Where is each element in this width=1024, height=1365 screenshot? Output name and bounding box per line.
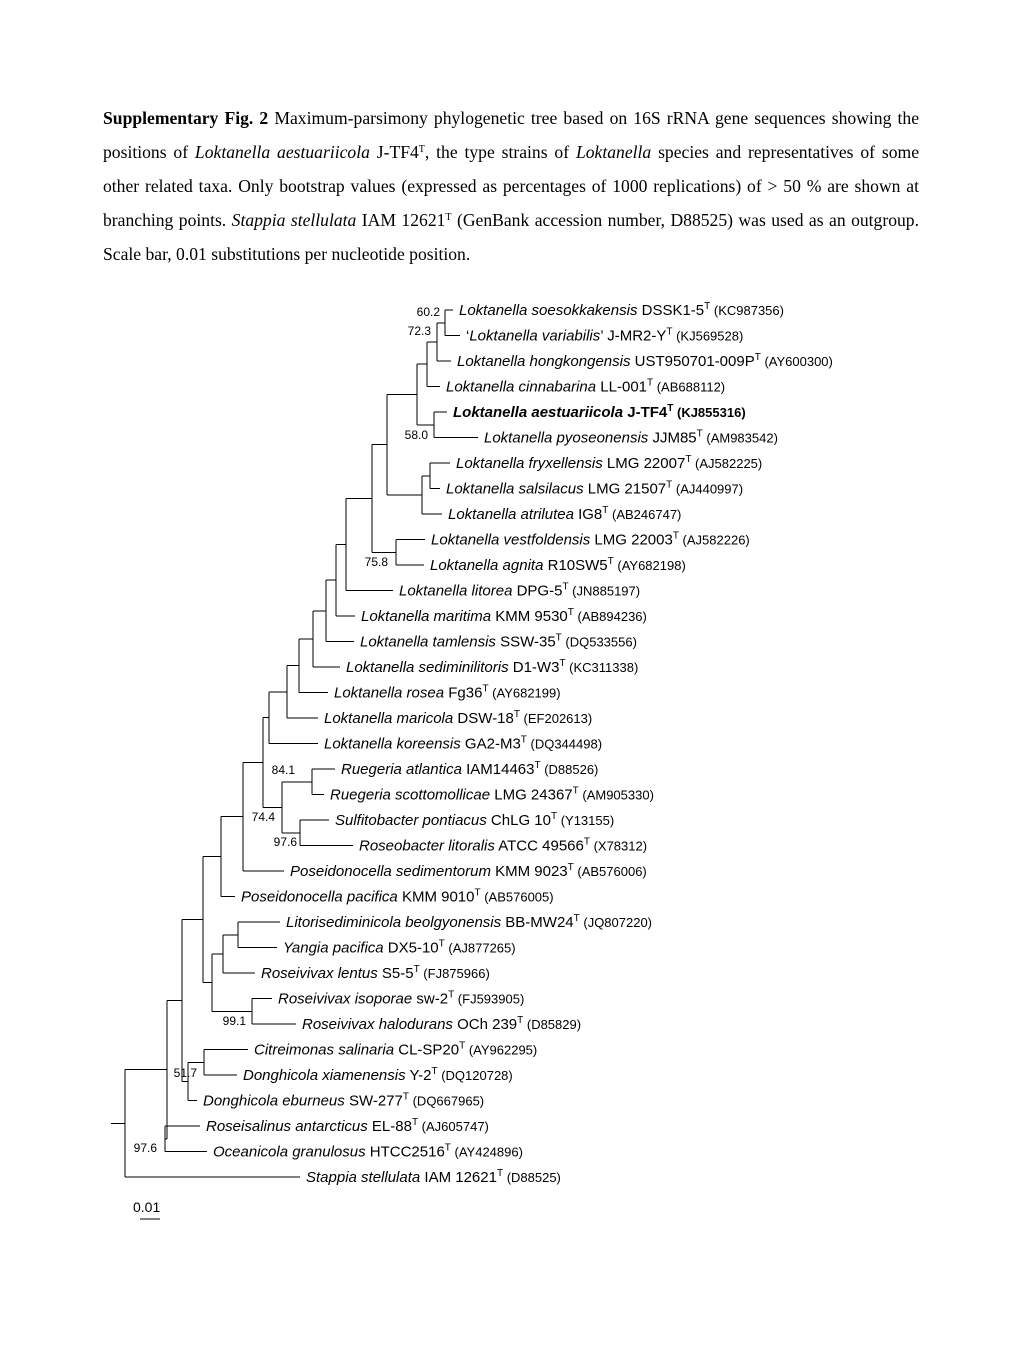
strain-name: S5-5 xyxy=(377,965,414,982)
taxon-label xyxy=(457,352,833,370)
taxon-label xyxy=(203,1092,484,1110)
bootstrap-value: 51.7 xyxy=(173,1066,197,1080)
species-name: Donghicola xiamenensis xyxy=(243,1067,406,1084)
species-name: Litorisediminicola beolgyonensis xyxy=(286,914,502,931)
strain-name: DSSK1-5 xyxy=(637,302,705,319)
strain-name: sw-2 xyxy=(412,990,449,1008)
species-name: Loktanella maritima xyxy=(361,608,492,625)
bootstrap-value: 58.0 xyxy=(404,428,428,442)
type-strain-mark: T xyxy=(667,403,674,414)
species-name: Loktanella soesokkakensis xyxy=(459,302,638,319)
accession-number: (KC311338) xyxy=(565,660,639,675)
species-name: Loktanella pyoseonensis xyxy=(484,429,649,447)
accession-number: (D88525) xyxy=(503,1170,561,1185)
strain-name: KMM 9530 xyxy=(491,608,568,625)
caption-text: Maximum-parsimony phylogenetic tree based on 16S rRNA gene sequences showing the positions of xyxy=(103,108,919,162)
accession-number: (DQ533556) xyxy=(561,634,637,650)
strain-name: DPG-5 xyxy=(512,582,563,600)
taxon-label xyxy=(448,505,681,523)
strain-name: SW-277 xyxy=(344,1092,403,1110)
accession-number: (KC987356) xyxy=(710,303,784,318)
caption-text: species and representatives of some other related taxa. Only bootstrap values (expressed as percentages of 1000 replications) of > 50 % are shown at branching points. xyxy=(103,142,920,230)
accession-number: (D88526) xyxy=(540,762,599,777)
taxon-label xyxy=(446,378,725,396)
strain-name: BB-MW24 xyxy=(501,914,574,931)
quote-mark: ‘ xyxy=(466,327,470,345)
bootstrap-value: 84.1 xyxy=(271,763,295,777)
species-name: Loktanella maricola xyxy=(324,710,454,727)
strain-name: KMM 9010 xyxy=(397,888,475,906)
species-name: Loktanella vestfoldensis xyxy=(431,531,591,549)
scale-bar xyxy=(133,1199,160,1219)
accession-number: (AJ582225) xyxy=(691,456,763,471)
species-name: Loktanella litorea xyxy=(399,582,513,600)
strain-name: D1-W3 xyxy=(508,659,560,676)
species-name: Loktanella rosea xyxy=(334,684,445,702)
accession-number: (AJ877265) xyxy=(444,940,516,956)
caption-superscript: T xyxy=(445,212,452,223)
species-name: Roseivivax halodurans xyxy=(302,1016,453,1033)
accession-number: (JN885197) xyxy=(568,583,641,599)
accession-number: (AY682199) xyxy=(488,685,561,701)
caption-species: Loktanella aestuariicola xyxy=(194,142,370,162)
accession-number: (EF202613) xyxy=(519,711,593,726)
strain-name: DX5-10 xyxy=(383,939,439,957)
accession-number: (AJ582226) xyxy=(678,532,750,548)
accession-number: (FJ875966) xyxy=(419,966,490,981)
species-name: Loktanella atrilutea xyxy=(448,506,574,523)
strain-name: ATCC 49566 xyxy=(494,837,584,855)
accession-number: (FJ593905) xyxy=(454,991,525,1007)
type-strain-mark: T xyxy=(431,1066,438,1077)
accession-number: (KJ569528) xyxy=(672,328,744,344)
strain-name: ChLG 10 xyxy=(486,812,551,829)
type-strain-mark: T xyxy=(559,658,566,669)
taxon-label xyxy=(241,888,554,906)
species-name: Ruegeria atlantica xyxy=(341,761,462,778)
type-strain-mark: T xyxy=(696,428,703,440)
strain-name: IAM 12621 xyxy=(420,1169,497,1186)
quote-mark: ’ xyxy=(600,327,604,345)
species-name: Loktanella fryxellensis xyxy=(456,455,603,472)
strain-name: OCh 239 xyxy=(452,1016,518,1033)
taxon-label xyxy=(453,403,746,421)
taxon-label xyxy=(330,786,654,804)
species-name: Loktanella cinnabarina xyxy=(446,378,597,396)
accession-number: (AB894236) xyxy=(573,609,647,624)
taxon-label xyxy=(341,760,598,778)
accession-number: (DQ344498) xyxy=(526,736,603,752)
strain-name: SSW-35 xyxy=(495,633,556,651)
strain-name: LMG 22007 xyxy=(602,455,686,472)
type-strain-mark: T xyxy=(550,811,558,822)
type-strain-mark: T xyxy=(413,964,420,975)
accession-number: (AB688112) xyxy=(653,379,726,395)
type-strain-mark: T xyxy=(666,326,673,338)
accession-number: (AB576005) xyxy=(480,889,554,905)
species-name: Donghicola eburneus xyxy=(203,1092,345,1110)
strain-name: LMG 22003 xyxy=(590,531,673,549)
bootstrap-value: 97.6 xyxy=(273,835,297,849)
taxon-label xyxy=(431,531,750,549)
taxon-label xyxy=(456,454,762,472)
type-strain-mark: T xyxy=(567,862,574,873)
species-name: Loktanella agnita xyxy=(430,557,544,574)
taxon-label xyxy=(430,556,686,574)
species-name: Loktanella hongkongensis xyxy=(457,353,631,370)
taxon-label xyxy=(206,1117,489,1135)
caption-genus: Loktanella xyxy=(575,142,652,162)
species-name: Loktanella sediminilitoris xyxy=(346,659,509,676)
strain-name: R10SW5 xyxy=(543,557,608,574)
type-strain-mark: T xyxy=(555,632,562,644)
type-strain-mark: T xyxy=(444,1142,451,1154)
accession-number: (DQ667965) xyxy=(408,1093,485,1109)
strain-name: HTCC2516 xyxy=(365,1143,445,1161)
accession-number: (AB246747) xyxy=(608,507,682,522)
accession-number: (D85829) xyxy=(523,1017,582,1032)
caption-text: J-TF4 xyxy=(369,142,419,162)
strain-name: Y-2 xyxy=(405,1067,432,1084)
accession-number: (AB576006) xyxy=(573,864,647,879)
taxon-label xyxy=(283,939,516,957)
type-strain-mark: T xyxy=(754,352,761,363)
bootstrap-value: 72.3 xyxy=(407,324,431,338)
taxon-label xyxy=(278,990,524,1008)
taxon-label xyxy=(302,1015,581,1033)
taxon-label xyxy=(261,964,490,982)
taxon-label xyxy=(361,607,647,625)
caption-text: IAM 12621 xyxy=(356,210,446,230)
strain-name: IG8 xyxy=(573,506,603,523)
accession-number: (AJ440997) xyxy=(672,481,744,497)
accession-number: (AY962295) xyxy=(465,1042,538,1058)
type-strain-mark: T xyxy=(517,1015,524,1026)
taxon-label xyxy=(360,633,637,651)
species-name: Stappia stellulata xyxy=(306,1169,421,1186)
type-strain-mark: T xyxy=(647,377,654,389)
species-name: Loktanella aestuariicola xyxy=(453,404,624,421)
species-name: Roseisalinus antarcticus xyxy=(206,1118,368,1135)
species-name: Loktanella koreensis xyxy=(324,735,461,753)
taxon-label xyxy=(254,1041,537,1059)
strain-name: LMG 24367 xyxy=(490,786,573,804)
species-name: Poseidonocella pacifica xyxy=(241,888,398,906)
type-strain-mark: T xyxy=(411,1117,419,1128)
strain-name: CL-SP20 xyxy=(394,1041,460,1059)
type-strain-mark: T xyxy=(513,709,520,720)
type-strain-mark: T xyxy=(583,836,590,848)
type-strain-mark: T xyxy=(567,607,574,618)
taxon-label xyxy=(466,327,743,345)
type-strain-mark: T xyxy=(666,479,673,491)
type-strain-mark: T xyxy=(685,454,692,465)
bootstrap-value: 97.6 xyxy=(133,1141,157,1155)
accession-number: (KJ855316) xyxy=(673,405,746,420)
species-name: Loktanella variabilis xyxy=(469,327,601,345)
species-name: Ruegeria scottomollicae xyxy=(330,786,491,804)
accession-number: (AM983542) xyxy=(702,430,778,446)
type-strain-mark: T xyxy=(482,683,489,695)
bootstrap-value: 75.8 xyxy=(364,555,388,569)
taxon-label xyxy=(243,1066,513,1084)
taxon-label xyxy=(399,582,640,600)
taxon-label xyxy=(290,862,647,880)
strain-name: DSW-18 xyxy=(453,710,514,727)
type-strain-mark: T xyxy=(534,760,541,771)
type-strain-mark: T xyxy=(602,505,609,516)
type-strain-mark: T xyxy=(459,1040,466,1052)
caption-superscript: T xyxy=(418,144,425,155)
species-name: Roseobacter litoralis xyxy=(359,837,495,855)
species-name: Citreimonas salinaria xyxy=(254,1041,395,1059)
bootstrap-value: 60.2 xyxy=(416,305,440,319)
taxon-label xyxy=(213,1143,523,1161)
accession-number: (AJ605747) xyxy=(418,1119,489,1134)
strain-name: EL-88 xyxy=(367,1118,412,1135)
strain-name: KMM 9023 xyxy=(490,863,568,880)
accession-number: (X78312) xyxy=(589,838,648,854)
type-strain-mark: T xyxy=(573,913,580,924)
accession-number: (AY424896) xyxy=(450,1144,523,1160)
type-strain-mark: T xyxy=(672,530,679,542)
type-strain-mark: T xyxy=(474,887,481,899)
strain-name: LL-001 xyxy=(596,378,647,396)
species-name: Loktanella tamlensis xyxy=(360,633,496,651)
bootstrap-value: 99.1 xyxy=(222,1014,246,1028)
taxon-label xyxy=(359,837,647,855)
species-name: Roseivivax lentus xyxy=(261,965,378,982)
species-name: Yangia pacifica xyxy=(283,939,384,957)
type-strain-mark: T xyxy=(572,785,579,797)
strain-name: JJM85 xyxy=(648,429,697,447)
accession-number: (AY600300) xyxy=(760,354,833,369)
accession-number: (JQ807220) xyxy=(579,915,653,930)
type-strain-mark: T xyxy=(448,989,455,1001)
taxon-label xyxy=(335,811,614,829)
strain-name: IAM14463 xyxy=(461,761,535,778)
taxon-label xyxy=(484,429,778,447)
species-name: Oceanicola granulosus xyxy=(213,1143,366,1161)
taxon-label xyxy=(459,301,784,319)
bootstrap-value: 74.4 xyxy=(251,810,275,824)
strain-name: GA2-M3 xyxy=(460,735,521,753)
strain-name: LMG 21507 xyxy=(583,480,667,498)
accession-number: (Y13155) xyxy=(557,813,615,828)
species-name: Loktanella salsilacus xyxy=(446,480,584,498)
type-strain-mark: T xyxy=(607,556,614,567)
strain-name: J-TF4 xyxy=(623,404,668,421)
type-strain-mark: T xyxy=(520,734,527,746)
type-strain-mark: T xyxy=(704,301,711,312)
accession-number: (DQ120728) xyxy=(437,1068,513,1083)
species-name: Roseivivax isoporae xyxy=(278,990,413,1008)
scale-bar-label: 0.01 xyxy=(133,1199,161,1215)
taxon-label xyxy=(286,913,652,931)
species-name: Poseidonocella sedimentorum xyxy=(290,863,491,880)
species-name: Sulfitobacter pontiacus xyxy=(335,812,487,829)
taxon-label xyxy=(324,735,602,753)
taxon-label xyxy=(334,684,561,702)
strain-name: UST950701-009P xyxy=(630,353,755,370)
caption-text: (GenBank accession number, D88525) was used as an outgroup. Scale bar, 0.01 substitutions per nucleotide position. xyxy=(103,210,919,264)
accession-number: (AY682198) xyxy=(613,558,686,573)
strain-name: J-MR2-Y xyxy=(603,327,667,345)
type-strain-mark: T xyxy=(562,581,569,593)
caption-label: Supplementary Fig. 2 xyxy=(103,108,269,128)
strain-name: Fg36 xyxy=(444,684,483,702)
type-strain-mark: T xyxy=(438,938,445,950)
caption-outgroup: Stappia stellulata xyxy=(231,210,357,230)
taxon-label xyxy=(306,1168,561,1186)
taxon-label xyxy=(324,709,592,727)
taxon-label xyxy=(346,658,638,676)
taxon-label xyxy=(446,480,743,498)
accession-number: (AM905330) xyxy=(578,787,654,803)
type-strain-mark: T xyxy=(402,1091,409,1103)
caption-text: , the type strains of xyxy=(424,142,576,162)
type-strain-mark: T xyxy=(496,1168,504,1179)
